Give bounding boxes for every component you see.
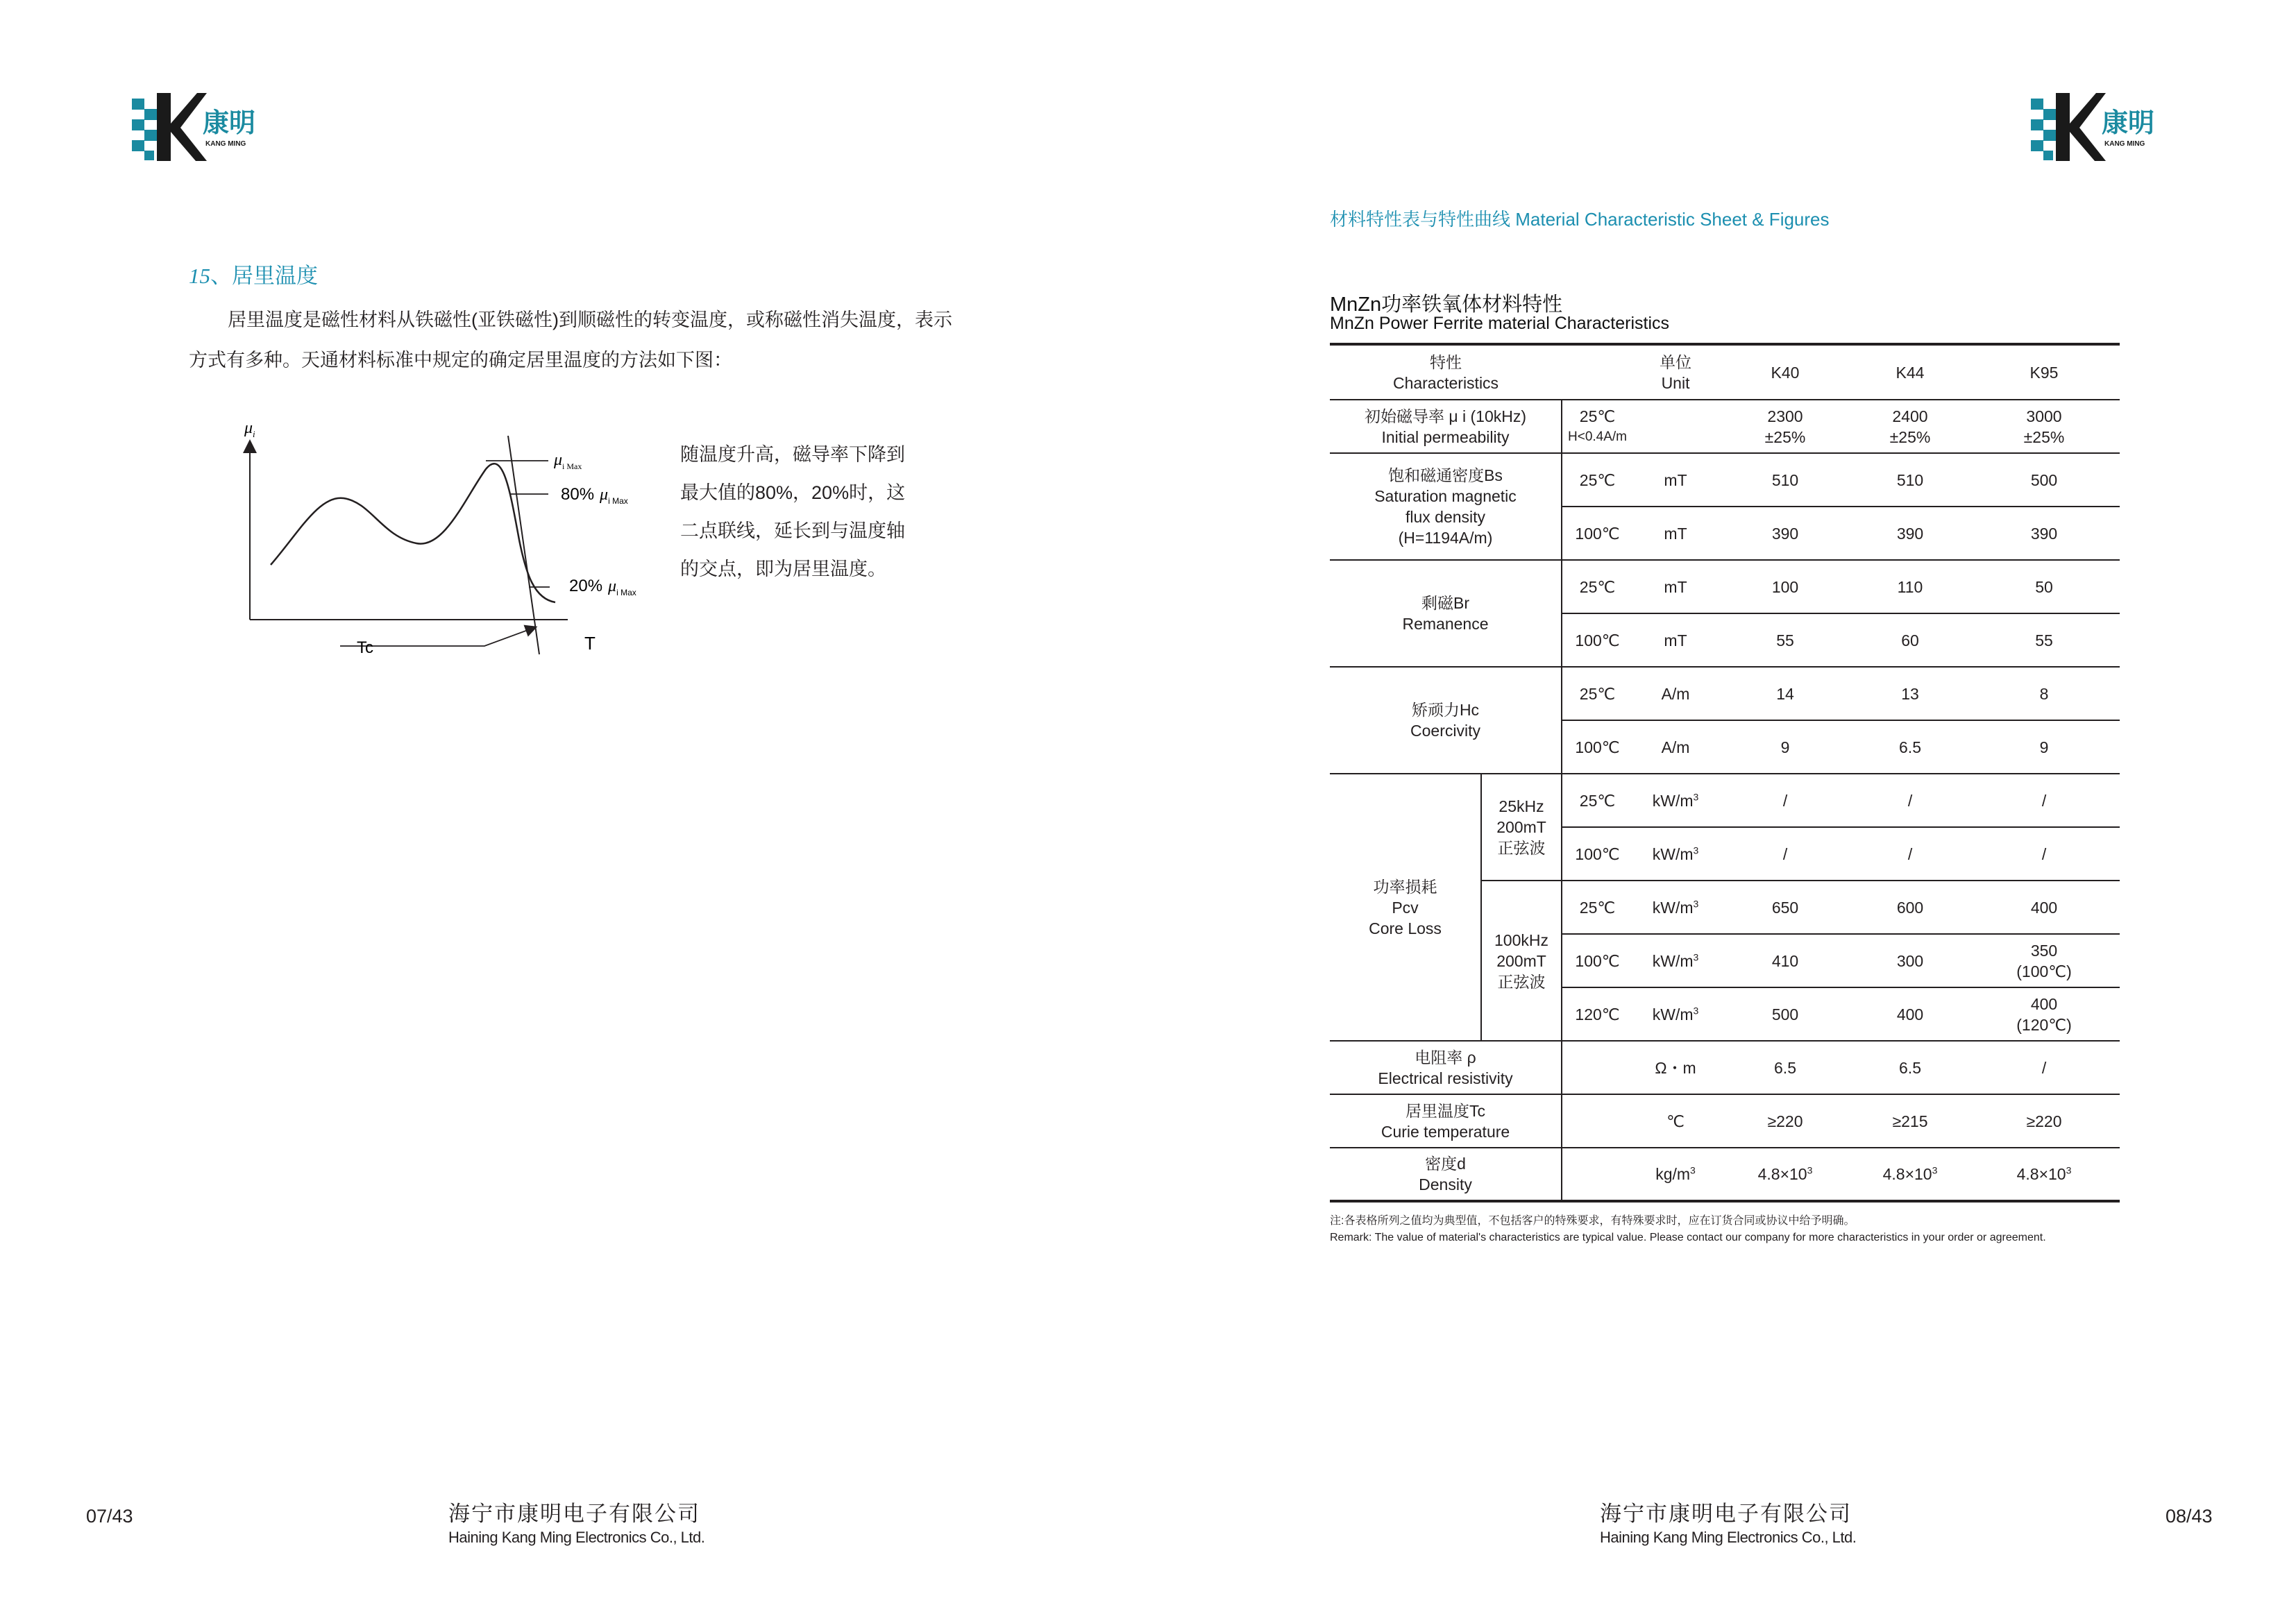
cell-condition	[1562, 1148, 1632, 1201]
cell-condition: 120℃	[1562, 987, 1632, 1041]
cell-value: 3000 ±25%	[1968, 400, 2120, 453]
cell-value: $4.8\times 10^3$	[1968, 1148, 2120, 1201]
cell-unit: $kW/m^3$	[1632, 774, 1719, 827]
cell-char: 居里温度Tc Curie temperature	[1330, 1094, 1562, 1148]
cell-value: /	[1719, 827, 1852, 881]
figure-text-line: 二点联线，延长到与温度轴	[680, 520, 905, 541]
curie-temperature-figure	[229, 408, 673, 665]
cell-freq-group: 25kHz 200mT 正弦波	[1481, 774, 1562, 881]
cell-unit: $kW/m^3$	[1632, 881, 1719, 934]
table-row-pcv-25k-25	[1330, 774, 2120, 827]
cell-unit: mT	[1632, 560, 1719, 613]
cell-condition	[1562, 1094, 1632, 1148]
logo-text-en: KANG MING	[2104, 140, 2145, 148]
cell-value: 6.5	[1719, 1041, 1852, 1094]
figure-text-line: 最大值的80%，20%时，这	[680, 482, 906, 503]
cell-value: 350 (100℃)	[1968, 934, 2120, 987]
figure-text-line: 随温度升高，磁导率下降到	[680, 444, 905, 465]
cell-value: 13	[1852, 667, 1968, 720]
cell-char: 矫顽力Hc Coercivity	[1330, 667, 1562, 774]
cell-value: /	[1719, 774, 1852, 827]
remark-en: Remark: The value of material's characteristics are typical value. Please contact our company for more characteristics in your order or agreement.	[1330, 1232, 2046, 1243]
cell-value: ≥220	[1968, 1094, 2120, 1148]
table-row-resistivity	[1330, 1041, 2120, 1094]
cell-value: /	[1968, 774, 2120, 827]
table-header-row	[1330, 344, 2120, 400]
section-heading	[189, 258, 318, 289]
x-axis-label: T	[584, 633, 596, 654]
cell-value: 55	[1719, 613, 1852, 667]
company-name-zh: 海宁市康明电子有限公司	[1600, 1502, 1852, 1526]
cell-value: 8	[1968, 667, 2120, 720]
cell-condition: 25℃	[1562, 774, 1632, 827]
cell-value: 510	[1852, 453, 1968, 507]
figure-text-line: 的交点，即为居里温度。	[680, 559, 886, 579]
company-name-zh: 海宁市康明电子有限公司	[448, 1502, 700, 1526]
cell-value: $4.8\times 10^3$	[1719, 1148, 1852, 1201]
cell-char: 饱和磁通密度Bs Saturation magnetic flux density (H=1194A/m)	[1330, 453, 1562, 560]
cell-value: 500	[1968, 453, 2120, 507]
cell-condition: 25℃	[1562, 881, 1632, 934]
cell-value: 650	[1719, 881, 1852, 934]
cell-value: 6.5	[1852, 1041, 1968, 1094]
cell-value: ≥215	[1852, 1094, 1968, 1148]
cell-value: 100	[1719, 560, 1852, 613]
cell-char: 初始磁导率 μ i (10kHz) Initial permeability	[1330, 400, 1562, 453]
cell-unit: $kW/m^3$	[1632, 934, 1719, 987]
page-number-left: 07/43	[86, 1506, 133, 1527]
sheet-header: 材料特性表与特性曲线 Material Characteristic Sheet & Figures	[1330, 209, 1830, 230]
cell-unit	[1632, 400, 1719, 453]
cell-unit: Ω・m	[1632, 1041, 1719, 1094]
table-title-en: MnZn Power Ferrite material Characteristics	[1330, 314, 1670, 333]
table-row-permeability	[1330, 400, 2120, 453]
logo-mark-left	[132, 93, 207, 161]
cell-value: 60	[1852, 613, 1968, 667]
cell-unit: mT	[1632, 613, 1719, 667]
figure-explanation	[680, 436, 905, 588]
cell-condition: 25℃ H<0.4A/m	[1562, 400, 1632, 453]
p80-label: 80% $\mu_{i Max}$	[561, 485, 628, 506]
cell-value: 6.5	[1852, 720, 1968, 774]
company-logo-left	[129, 89, 271, 165]
company-name-en: Haining Kang Ming Electronics Co., Ltd.	[1600, 1529, 1857, 1546]
cell-value: 510	[1719, 453, 1852, 507]
cell-condition: 100℃	[1562, 613, 1632, 667]
cell-freq-group: 100kHz 200mT 正弦波	[1481, 881, 1562, 1041]
cell-value: /	[1968, 1041, 2120, 1094]
paragraph-line-2: 方式有多种。天通材料标准中规定的确定居里温度的方法如下图：	[189, 350, 732, 371]
logo-text-zh: 康明	[2102, 108, 2155, 138]
cell-value: 400	[1968, 881, 2120, 934]
cell-value: 390	[1719, 507, 1852, 560]
max-label: $\mu_{i Max}$	[554, 451, 582, 471]
cell-condition: 100℃	[1562, 720, 1632, 774]
page-number-right: 08/43	[2166, 1506, 2213, 1527]
company-footer-right	[1600, 1496, 1856, 1547]
cell-value: 2400 ±25%	[1852, 400, 1968, 453]
tc-label: Tc	[357, 638, 373, 657]
characteristics-table	[1330, 343, 2120, 1203]
cell-unit: mT	[1632, 453, 1719, 507]
cell-condition: 25℃	[1562, 453, 1632, 507]
y-axis-label: $\mu_i$	[244, 419, 255, 439]
cell-value: 50	[1968, 560, 2120, 613]
header-characteristics: 特性 Characteristics	[1330, 344, 1562, 400]
table-row-bs-25	[1330, 453, 2120, 507]
cell-unit: $kg/m^3$	[1632, 1148, 1719, 1201]
paragraph-line-1: 居里温度是磁性材料从铁磁性(亚铁磁性)到顺磁性的转变温度，或称磁性消失温度，表示	[228, 309, 952, 330]
company-footer-left	[448, 1496, 704, 1547]
curie-paragraph	[189, 300, 980, 380]
cell-value: 9	[1968, 720, 2120, 774]
header-condition	[1562, 344, 1632, 400]
cell-condition: 25℃	[1562, 667, 1632, 720]
p20-label: 20% $\mu_{i Max}$	[569, 577, 636, 597]
company-name-en: Haining Kang Ming Electronics Co., Ltd.	[448, 1529, 705, 1546]
cell-value: 400	[1852, 987, 1968, 1041]
cell-value: /	[1968, 827, 2120, 881]
cell-value: 55	[1968, 613, 2120, 667]
logo-text-en: KANG MING	[205, 140, 246, 148]
cell-value: /	[1852, 827, 1968, 881]
cell-condition: 25℃	[1562, 560, 1632, 613]
cell-value: 390	[1852, 507, 1968, 560]
cell-value: $4.8\times 10^3$	[1852, 1148, 1968, 1201]
table-remark	[1330, 1213, 2046, 1246]
table-row-curie	[1330, 1094, 2120, 1148]
section-title: 、居里温度	[210, 264, 318, 288]
tangent-line	[508, 436, 539, 654]
cell-value: 300	[1852, 934, 1968, 987]
cell-value: 400 (120℃)	[1968, 987, 2120, 1041]
cell-condition: 100℃	[1562, 827, 1632, 881]
cell-condition	[1562, 1041, 1632, 1094]
logo-mark-right	[2031, 93, 2106, 161]
logo-text-zh: 康明	[203, 108, 256, 138]
cell-value: 600	[1852, 881, 1968, 934]
cell-value: 500	[1719, 987, 1852, 1041]
permeability-curve	[271, 464, 555, 602]
cell-value: /	[1852, 774, 1968, 827]
cell-unit: ℃	[1632, 1094, 1719, 1148]
section-number: 15	[189, 264, 210, 288]
table-row-br-25	[1330, 560, 2120, 613]
cell-value: 14	[1719, 667, 1852, 720]
cell-char: 剩磁Br Remanence	[1330, 560, 1562, 667]
cell-value: 410	[1719, 934, 1852, 987]
header-unit: 单位 Unit	[1632, 344, 1719, 400]
header-k95: K95	[1968, 344, 2120, 400]
cell-value: 9	[1719, 720, 1852, 774]
cell-unit: $kW/m^3$	[1632, 987, 1719, 1041]
cell-value: 2300 ±25%	[1719, 400, 1852, 453]
cell-condition: 100℃	[1562, 507, 1632, 560]
table-row-density	[1330, 1148, 2120, 1201]
header-k40: K40	[1719, 344, 1852, 400]
table-title-zh: MnZn功率铁氧体材料特性	[1330, 294, 1563, 316]
table-row-hc-25	[1330, 667, 2120, 720]
cell-value: 110	[1852, 560, 1968, 613]
cell-unit: A/m	[1632, 667, 1719, 720]
cell-unit: A/m	[1632, 720, 1719, 774]
cell-unit: mT	[1632, 507, 1719, 560]
cell-value: 390	[1968, 507, 2120, 560]
cell-char: 功率损耗 Pcv Core Loss	[1330, 774, 1481, 1041]
cell-char: 密度d Density	[1330, 1148, 1562, 1201]
cell-unit: $kW/m^3$	[1632, 827, 1719, 881]
company-logo-right	[2028, 89, 2170, 165]
cell-condition: 100℃	[1562, 934, 1632, 987]
header-k44: K44	[1852, 344, 1968, 400]
cell-char: 电阻率 ρ Electrical resistivity	[1330, 1041, 1562, 1094]
cell-value: ≥220	[1719, 1094, 1852, 1148]
remark-zh: 注:各表格所列之值均为典型值，不包括客户的特殊要求，有特殊要求时，应在订货合同或协议中给予明确。	[1330, 1215, 1855, 1227]
